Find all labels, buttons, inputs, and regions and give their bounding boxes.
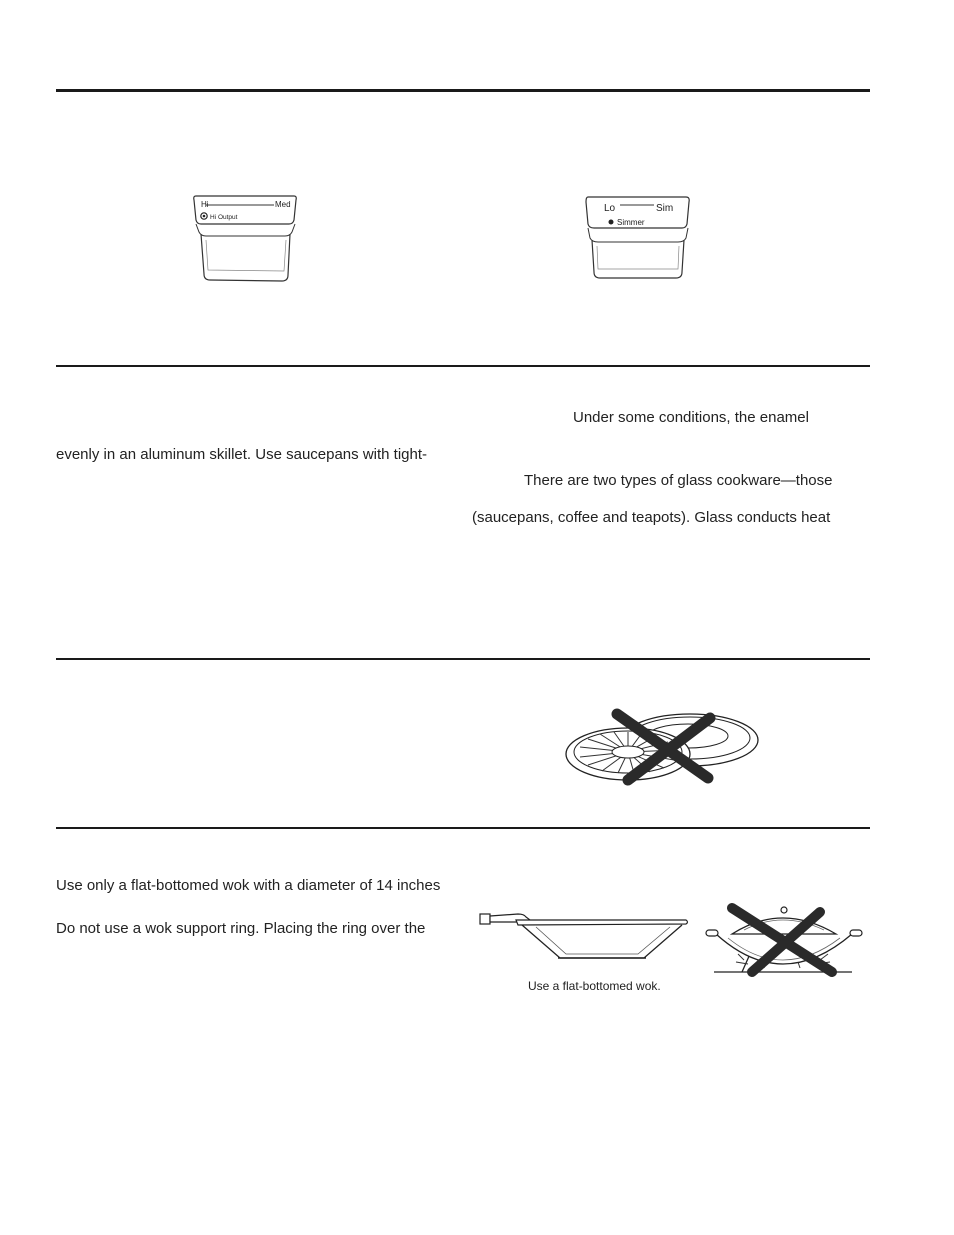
knob-hi-med-illustration: [190, 192, 300, 284]
cookware-text-col1-line1: evenly in an aluminum skillet. Use saucepans with tight-: [56, 446, 428, 463]
knob-lo-label: Lo: [604, 203, 616, 214]
section-rule-wok: [56, 827, 870, 829]
knob-simmer-label: Simmer: [617, 218, 645, 227]
knob-hi-output-label: Hi Output: [210, 214, 238, 221]
cookware-text-col2-line1: Under some conditions, the enamel: [573, 409, 809, 426]
section-rule-cookware: [56, 365, 870, 367]
knob-lo-sim-illustration: [582, 194, 694, 282]
cookware-text-col2-line2: There are two types of glass cookware—those: [524, 472, 833, 489]
knob-hi-label: Hi: [201, 200, 209, 209]
section-rule-top: [56, 89, 870, 92]
wok-caption: Use a flat-bottomed wok.: [528, 979, 661, 993]
cookware-text-col2-line3: (saucepans, coffee and teapots). Glass conducts heat: [472, 509, 831, 526]
wok-text-line1: Use only a flat-bottomed wok with a diameter of 14 inches: [56, 877, 441, 894]
griddle-not-allowed-illustration: [560, 702, 762, 786]
wok-text-line2: Do not use a wok support ring. Placing the ring over the: [56, 920, 426, 937]
section-rule-griddle: [56, 658, 870, 660]
wok-support-ring-not-allowed-illustration: [704, 898, 864, 978]
simmer-indicator-icon: [609, 220, 614, 225]
flat-bottomed-wok-illustration: [478, 908, 690, 968]
knob-sim-label: Sim: [656, 203, 674, 214]
knob-med-label: Med: [275, 200, 291, 209]
